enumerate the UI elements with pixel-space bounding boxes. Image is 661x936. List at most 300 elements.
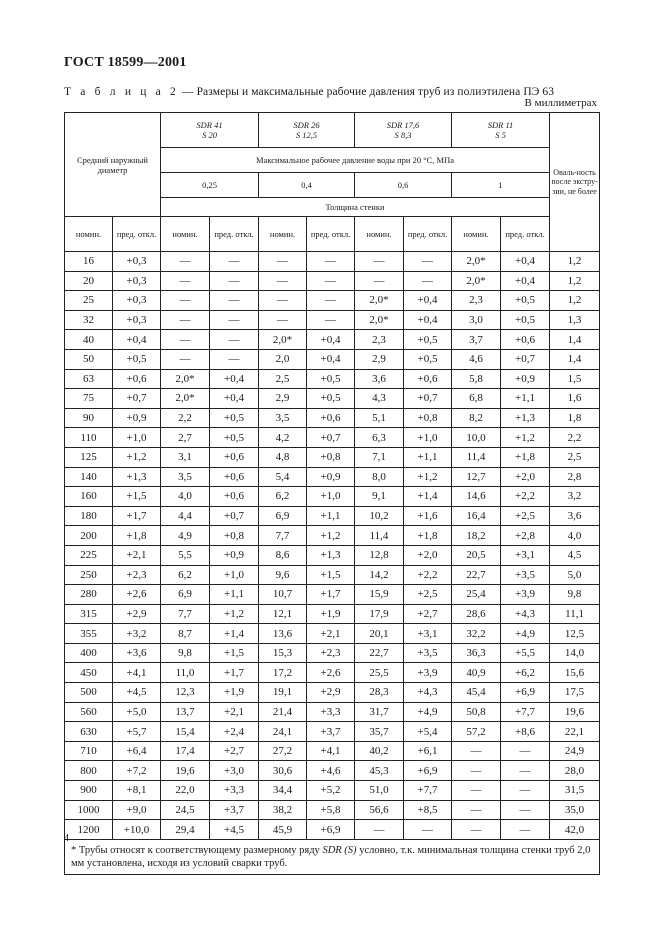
table-cell: +2,5 bbox=[501, 506, 550, 526]
table-cell: 28,0 bbox=[550, 761, 600, 781]
table-cell: 10,2 bbox=[355, 506, 404, 526]
table-cell: 400 bbox=[65, 643, 113, 663]
table-row bbox=[65, 526, 600, 546]
table-cell: 200 bbox=[65, 526, 113, 546]
table-cell: 5,4 bbox=[259, 467, 307, 487]
table-cell: +3,0 bbox=[210, 761, 259, 781]
table-cell: 2,9 bbox=[355, 349, 404, 369]
table-cell: +0,3 bbox=[113, 271, 161, 291]
table-cell: 5,5 bbox=[161, 545, 210, 565]
table-cell: — bbox=[355, 252, 404, 272]
table-cell: +2,2 bbox=[404, 565, 452, 585]
table-cell: 21,4 bbox=[259, 702, 307, 722]
table-cell: +5,8 bbox=[307, 800, 355, 820]
table-cell: 57,2 bbox=[452, 722, 501, 742]
table-cell: +1,8 bbox=[113, 526, 161, 546]
table-cell: 9,1 bbox=[355, 487, 404, 507]
table-cell: 19,6 bbox=[161, 761, 210, 781]
table-cell: 6,9 bbox=[161, 585, 210, 605]
table-cell: +1,2 bbox=[113, 447, 161, 467]
table-cell: 24,5 bbox=[161, 800, 210, 820]
table-cell: +0,5 bbox=[501, 291, 550, 311]
table-cell: 1200 bbox=[65, 820, 113, 840]
table-cell: 56,6 bbox=[355, 800, 404, 820]
header-ovality: Оваль-ность после экстру-зии, не более bbox=[550, 113, 600, 252]
table-cell: 6,3 bbox=[355, 428, 404, 448]
table-cell: +1,1 bbox=[210, 585, 259, 605]
table-row bbox=[65, 781, 600, 801]
table-cell: 4,6 bbox=[452, 349, 501, 369]
table-cell: 5,0 bbox=[550, 565, 600, 585]
table-cell: 4,3 bbox=[355, 389, 404, 409]
table-cell: 1,5 bbox=[550, 369, 600, 389]
table-cell: +1,0 bbox=[404, 428, 452, 448]
pipe-dimensions-table bbox=[64, 112, 600, 875]
table-cell: +6,9 bbox=[501, 683, 550, 703]
table-cell: +0,5 bbox=[210, 428, 259, 448]
table-cell: — bbox=[259, 252, 307, 272]
table-cell: +0,4 bbox=[404, 291, 452, 311]
table-cell: 3,5 bbox=[161, 467, 210, 487]
table-cell: +3,7 bbox=[210, 800, 259, 820]
table-row bbox=[65, 252, 600, 272]
header-tol: пред. откл. bbox=[307, 217, 355, 252]
table-cell: +0,6 bbox=[307, 408, 355, 428]
table-cell: 6,2 bbox=[259, 487, 307, 507]
table-cell: +0,5 bbox=[404, 330, 452, 350]
table-cell: +1,2 bbox=[404, 467, 452, 487]
table-cell: 14,2 bbox=[355, 565, 404, 585]
table-cell: +3,7 bbox=[307, 722, 355, 742]
table-cell: +0,6 bbox=[404, 369, 452, 389]
header-pressure-title: Максимальное рабочее давление воды при 20 °С, МПа bbox=[161, 148, 550, 173]
header-tol: пред. откл. bbox=[210, 217, 259, 252]
table-cell: 12,5 bbox=[550, 624, 600, 644]
table-cell: 1000 bbox=[65, 800, 113, 820]
table-cell: 160 bbox=[65, 487, 113, 507]
table-cell: 20,5 bbox=[452, 545, 501, 565]
table-cell: 51,0 bbox=[355, 781, 404, 801]
table-row bbox=[65, 408, 600, 428]
header-sdr-group: SDR 11 S 5 bbox=[452, 113, 550, 148]
table-cell: +3,3 bbox=[210, 781, 259, 801]
table-cell: +1,3 bbox=[113, 467, 161, 487]
table-cell: 31,7 bbox=[355, 702, 404, 722]
table-cell: +0,7 bbox=[404, 389, 452, 409]
table-row bbox=[65, 506, 600, 526]
table-cell: 2,0* bbox=[259, 330, 307, 350]
table-cell: 3,6 bbox=[550, 506, 600, 526]
table-cell: +5,5 bbox=[501, 643, 550, 663]
table-cell: +2,2 bbox=[501, 487, 550, 507]
table-row bbox=[65, 702, 600, 722]
table-row bbox=[65, 624, 600, 644]
table-cell: +0,5 bbox=[501, 310, 550, 330]
table-cell: 25,4 bbox=[452, 585, 501, 605]
table-row bbox=[65, 741, 600, 761]
table-cell: +5,4 bbox=[404, 722, 452, 742]
table-cell: +0,7 bbox=[307, 428, 355, 448]
table-cell: +3,9 bbox=[404, 663, 452, 683]
table-cell: +0,4 bbox=[307, 330, 355, 350]
table-cell: +0,4 bbox=[404, 310, 452, 330]
table-row bbox=[65, 565, 600, 585]
table-cell: 40,2 bbox=[355, 741, 404, 761]
table-caption bbox=[64, 86, 554, 98]
table-cell: 3,6 bbox=[355, 369, 404, 389]
table-cell: +2,7 bbox=[404, 604, 452, 624]
table-cell: — bbox=[452, 800, 501, 820]
header-nom: номин. bbox=[355, 217, 404, 252]
table-cell: +4,3 bbox=[404, 683, 452, 703]
table-cell: 29,4 bbox=[161, 820, 210, 840]
table-cell: 250 bbox=[65, 565, 113, 585]
table-cell: +1,1 bbox=[501, 389, 550, 409]
table-cell: +0,4 bbox=[307, 349, 355, 369]
table-cell: 7,7 bbox=[161, 604, 210, 624]
table-cell: 12,3 bbox=[161, 683, 210, 703]
table-cell: 50 bbox=[65, 349, 113, 369]
table-cell: +1,0 bbox=[307, 487, 355, 507]
table-cell: — bbox=[501, 781, 550, 801]
table-cell: 1,2 bbox=[550, 291, 600, 311]
table-cell: 15,4 bbox=[161, 722, 210, 742]
table-cell: +0,5 bbox=[210, 408, 259, 428]
table-cell: +2,0 bbox=[501, 467, 550, 487]
table-cell: 3,1 bbox=[161, 447, 210, 467]
table-cell: 1,3 bbox=[550, 310, 600, 330]
table-cell: 280 bbox=[65, 585, 113, 605]
table-cell: +2,8 bbox=[501, 526, 550, 546]
table-cell: +0,7 bbox=[113, 389, 161, 409]
table-cell: +8,6 bbox=[501, 722, 550, 742]
table-cell: +0,6 bbox=[210, 447, 259, 467]
table-cell: 13,7 bbox=[161, 702, 210, 722]
table-cell: — bbox=[452, 781, 501, 801]
table-cell: 14,0 bbox=[550, 643, 600, 663]
table-cell: +9,0 bbox=[113, 800, 161, 820]
table-cell: 20,1 bbox=[355, 624, 404, 644]
table-cell: 15,9 bbox=[355, 585, 404, 605]
table-cell: 28,3 bbox=[355, 683, 404, 703]
table-cell: +3,3 bbox=[307, 702, 355, 722]
table-cell: 1,4 bbox=[550, 349, 600, 369]
table-row bbox=[65, 291, 600, 311]
table-cell: 11,4 bbox=[355, 526, 404, 546]
table-cell: +4,1 bbox=[307, 741, 355, 761]
table-cell: 17,9 bbox=[355, 604, 404, 624]
table-cell: — bbox=[307, 252, 355, 272]
table-cell: 3,5 bbox=[259, 408, 307, 428]
table-cell: +4,6 bbox=[307, 761, 355, 781]
table-cell: 35,0 bbox=[550, 800, 600, 820]
table-row bbox=[65, 585, 600, 605]
table-cell: +2,3 bbox=[113, 565, 161, 585]
table-cell: +2,9 bbox=[113, 604, 161, 624]
table-cell: 4,4 bbox=[161, 506, 210, 526]
table-cell: +0,4 bbox=[501, 271, 550, 291]
header-wall-title: Толщина стенки bbox=[161, 198, 550, 217]
table-cell: +0,8 bbox=[404, 408, 452, 428]
table-cell: 315 bbox=[65, 604, 113, 624]
table-cell: +2,1 bbox=[113, 545, 161, 565]
table-row bbox=[65, 428, 600, 448]
table-cell: 38,2 bbox=[259, 800, 307, 820]
table-cell: 560 bbox=[65, 702, 113, 722]
table-cell: +2,3 bbox=[307, 643, 355, 663]
table-cell: 180 bbox=[65, 506, 113, 526]
table-cell: +1,7 bbox=[307, 585, 355, 605]
table-cell: 1,2 bbox=[550, 252, 600, 272]
table-cell: +5,7 bbox=[113, 722, 161, 742]
table-cell: +1,3 bbox=[307, 545, 355, 565]
table-cell: 2,7 bbox=[161, 428, 210, 448]
table-cell: +3,1 bbox=[501, 545, 550, 565]
table-cell: 225 bbox=[65, 545, 113, 565]
header-pressure-value: 0,6 bbox=[355, 173, 452, 198]
table-cell: +1,2 bbox=[307, 526, 355, 546]
header-diameter: Средний наружный диаметр bbox=[65, 113, 161, 217]
table-cell: 90 bbox=[65, 408, 113, 428]
table-cell: — bbox=[404, 820, 452, 840]
header-nom: номин. bbox=[161, 217, 210, 252]
table-cell: +1,7 bbox=[113, 506, 161, 526]
table-cell: 24,1 bbox=[259, 722, 307, 742]
table-cell: 5,8 bbox=[452, 369, 501, 389]
table-cell: 40 bbox=[65, 330, 113, 350]
table-cell: 22,7 bbox=[355, 643, 404, 663]
table-cell: +1,0 bbox=[210, 565, 259, 585]
table-cell: 10,0 bbox=[452, 428, 501, 448]
table-cell: +4,3 bbox=[501, 604, 550, 624]
table-cell: — bbox=[501, 800, 550, 820]
table-cell: +0,9 bbox=[113, 408, 161, 428]
table-cell: 17,2 bbox=[259, 663, 307, 683]
table-cell: 16,4 bbox=[452, 506, 501, 526]
table-cell: +0,6 bbox=[501, 330, 550, 350]
table-cell: 36,3 bbox=[452, 643, 501, 663]
table-cell: — bbox=[501, 761, 550, 781]
table-cell: 25,5 bbox=[355, 663, 404, 683]
table-cell: 800 bbox=[65, 761, 113, 781]
table-cell: 45,9 bbox=[259, 820, 307, 840]
table-cell: 125 bbox=[65, 447, 113, 467]
header-sdr-group: SDR 26 S 12,5 bbox=[259, 113, 355, 148]
table-cell: +6,9 bbox=[404, 761, 452, 781]
table-row bbox=[65, 467, 600, 487]
table-cell: 35,7 bbox=[355, 722, 404, 742]
table-row bbox=[65, 389, 600, 409]
table-caption-label: Т а б л и ц а 2 bbox=[64, 86, 180, 98]
table-cell: +3,2 bbox=[113, 624, 161, 644]
table-cell: +0,9 bbox=[501, 369, 550, 389]
table-cell: — bbox=[210, 271, 259, 291]
table-cell: 140 bbox=[65, 467, 113, 487]
table-cell: +1,9 bbox=[307, 604, 355, 624]
header-pressure-value: 1 bbox=[452, 173, 550, 198]
table-cell: +6,2 bbox=[501, 663, 550, 683]
table-cell: +0,9 bbox=[210, 545, 259, 565]
table-row bbox=[65, 271, 600, 291]
table-cell: — bbox=[307, 271, 355, 291]
table-cell: +3,5 bbox=[404, 643, 452, 663]
table-cell: +0,5 bbox=[113, 349, 161, 369]
header-nom: номин. bbox=[259, 217, 307, 252]
table-cell: 110 bbox=[65, 428, 113, 448]
header-pressure-value: 0,4 bbox=[259, 173, 355, 198]
table-cell: 45,4 bbox=[452, 683, 501, 703]
table-cell: +2,1 bbox=[210, 702, 259, 722]
table-cell: 2,9 bbox=[259, 389, 307, 409]
table-cell: 7,1 bbox=[355, 447, 404, 467]
table-cell: 2,5 bbox=[550, 447, 600, 467]
table-footnote: * Трубы относят к соответствующему размерному ряду SDR (S) условно, т.к. минимальная толщина стенки труб 2,0 мм установлена, исходя из условий сварки труб. bbox=[65, 839, 600, 874]
table-cell: — bbox=[259, 310, 307, 330]
table-cell: +7,7 bbox=[501, 702, 550, 722]
table-cell: 5,1 bbox=[355, 408, 404, 428]
table-cell: — bbox=[210, 349, 259, 369]
table-cell: +2,6 bbox=[113, 585, 161, 605]
table-row bbox=[65, 683, 600, 703]
table-cell: +0,6 bbox=[210, 467, 259, 487]
table-cell: +1,5 bbox=[210, 643, 259, 663]
table-row bbox=[65, 663, 600, 683]
table-cell: 6,8 bbox=[452, 389, 501, 409]
table-cell: 27,2 bbox=[259, 741, 307, 761]
table-row bbox=[65, 447, 600, 467]
table-cell: +1,7 bbox=[210, 663, 259, 683]
table-cell: 9,8 bbox=[550, 585, 600, 605]
table-cell: 2,0* bbox=[355, 310, 404, 330]
table-cell: +0,4 bbox=[210, 369, 259, 389]
table-cell: 32,2 bbox=[452, 624, 501, 644]
table-cell: +2,7 bbox=[210, 741, 259, 761]
table-cell: +1,8 bbox=[501, 447, 550, 467]
table-cell: 4,8 bbox=[259, 447, 307, 467]
table-cell: 4,2 bbox=[259, 428, 307, 448]
table-cell: — bbox=[161, 349, 210, 369]
table-cell: 75 bbox=[65, 389, 113, 409]
table-cell: 900 bbox=[65, 781, 113, 801]
table-cell: 2,2 bbox=[161, 408, 210, 428]
table-cell: 32 bbox=[65, 310, 113, 330]
table-cell: 1,2 bbox=[550, 271, 600, 291]
table-cell: +3,6 bbox=[113, 643, 161, 663]
table-cell: 17,5 bbox=[550, 683, 600, 703]
table-cell: 12,7 bbox=[452, 467, 501, 487]
table-cell: +3,1 bbox=[404, 624, 452, 644]
table-row bbox=[65, 349, 600, 369]
header-nom: номин. bbox=[452, 217, 501, 252]
table-cell: 2,5 bbox=[259, 369, 307, 389]
table-cell: +3,9 bbox=[501, 585, 550, 605]
table-cell: 11,4 bbox=[452, 447, 501, 467]
table-row bbox=[65, 643, 600, 663]
table-cell: — bbox=[452, 741, 501, 761]
table-cell: 11,0 bbox=[161, 663, 210, 683]
table-cell: 15,6 bbox=[550, 663, 600, 683]
table-cell: — bbox=[452, 761, 501, 781]
table-cell: 1,6 bbox=[550, 389, 600, 409]
table-cell: 24,9 bbox=[550, 741, 600, 761]
table-cell: 50,8 bbox=[452, 702, 501, 722]
table-cell: 3,7 bbox=[452, 330, 501, 350]
table-cell: 30,6 bbox=[259, 761, 307, 781]
header-nom: номин. bbox=[65, 217, 113, 252]
table-row bbox=[65, 369, 600, 389]
table-cell: +1,5 bbox=[113, 487, 161, 507]
table-cell: +0,7 bbox=[501, 349, 550, 369]
table-cell: 2,0* bbox=[355, 291, 404, 311]
table-cell: +0,3 bbox=[113, 291, 161, 311]
table-cell: 1,4 bbox=[550, 330, 600, 350]
table-cell: 7,7 bbox=[259, 526, 307, 546]
table-cell: 22,1 bbox=[550, 722, 600, 742]
table-cell: +4,5 bbox=[113, 683, 161, 703]
table-cell: +0,5 bbox=[404, 349, 452, 369]
table-cell: 2,3 bbox=[452, 291, 501, 311]
table-row bbox=[65, 761, 600, 781]
table-cell: 4,9 bbox=[161, 526, 210, 546]
units-note: В миллиметрах bbox=[524, 97, 597, 109]
table-cell: 19,1 bbox=[259, 683, 307, 703]
table-cell: +6,1 bbox=[404, 741, 452, 761]
table-cell: +0,3 bbox=[113, 310, 161, 330]
table-cell: +0,3 bbox=[113, 252, 161, 272]
table-cell: +0,6 bbox=[210, 487, 259, 507]
table-cell: 15,3 bbox=[259, 643, 307, 663]
table-cell: 3,2 bbox=[550, 487, 600, 507]
table-cell: +4,9 bbox=[501, 624, 550, 644]
table-cell: — bbox=[259, 291, 307, 311]
table-cell: +1,8 bbox=[404, 526, 452, 546]
table-cell: 450 bbox=[65, 663, 113, 683]
table-cell: +0,4 bbox=[501, 252, 550, 272]
table-cell: 22,0 bbox=[161, 781, 210, 801]
header-pressure-value: 0,25 bbox=[161, 173, 259, 198]
table-cell: +1,1 bbox=[404, 447, 452, 467]
table-cell: 2,0 bbox=[259, 349, 307, 369]
table-row bbox=[65, 820, 600, 840]
table-cell: — bbox=[259, 271, 307, 291]
table-cell: +2,4 bbox=[210, 722, 259, 742]
table-cell: +0,5 bbox=[307, 389, 355, 409]
table-cell: 11,1 bbox=[550, 604, 600, 624]
table-cell: — bbox=[161, 310, 210, 330]
table-cell: — bbox=[501, 741, 550, 761]
table-cell: — bbox=[210, 310, 259, 330]
table-cell: +1,2 bbox=[210, 604, 259, 624]
table-cell: +2,5 bbox=[404, 585, 452, 605]
table-cell: 20 bbox=[65, 271, 113, 291]
table-cell: 14,6 bbox=[452, 487, 501, 507]
header-tol: пред. откл. bbox=[404, 217, 452, 252]
table-cell: 2,3 bbox=[355, 330, 404, 350]
table-cell: 6,2 bbox=[161, 565, 210, 585]
table-cell: 8,6 bbox=[259, 545, 307, 565]
table-cell: — bbox=[210, 252, 259, 272]
table-cell: 17,4 bbox=[161, 741, 210, 761]
table-cell: +5,2 bbox=[307, 781, 355, 801]
table-cell: +8,1 bbox=[113, 781, 161, 801]
table-cell: 12,8 bbox=[355, 545, 404, 565]
header-sdr-group: SDR 41 S 20 bbox=[161, 113, 259, 148]
table-cell: +0,9 bbox=[307, 467, 355, 487]
header-tol: пред. откл. bbox=[501, 217, 550, 252]
table-cell: 16 bbox=[65, 252, 113, 272]
header-sdr-group: SDR 17,6 S 8,3 bbox=[355, 113, 452, 148]
table-cell: +6,4 bbox=[113, 741, 161, 761]
